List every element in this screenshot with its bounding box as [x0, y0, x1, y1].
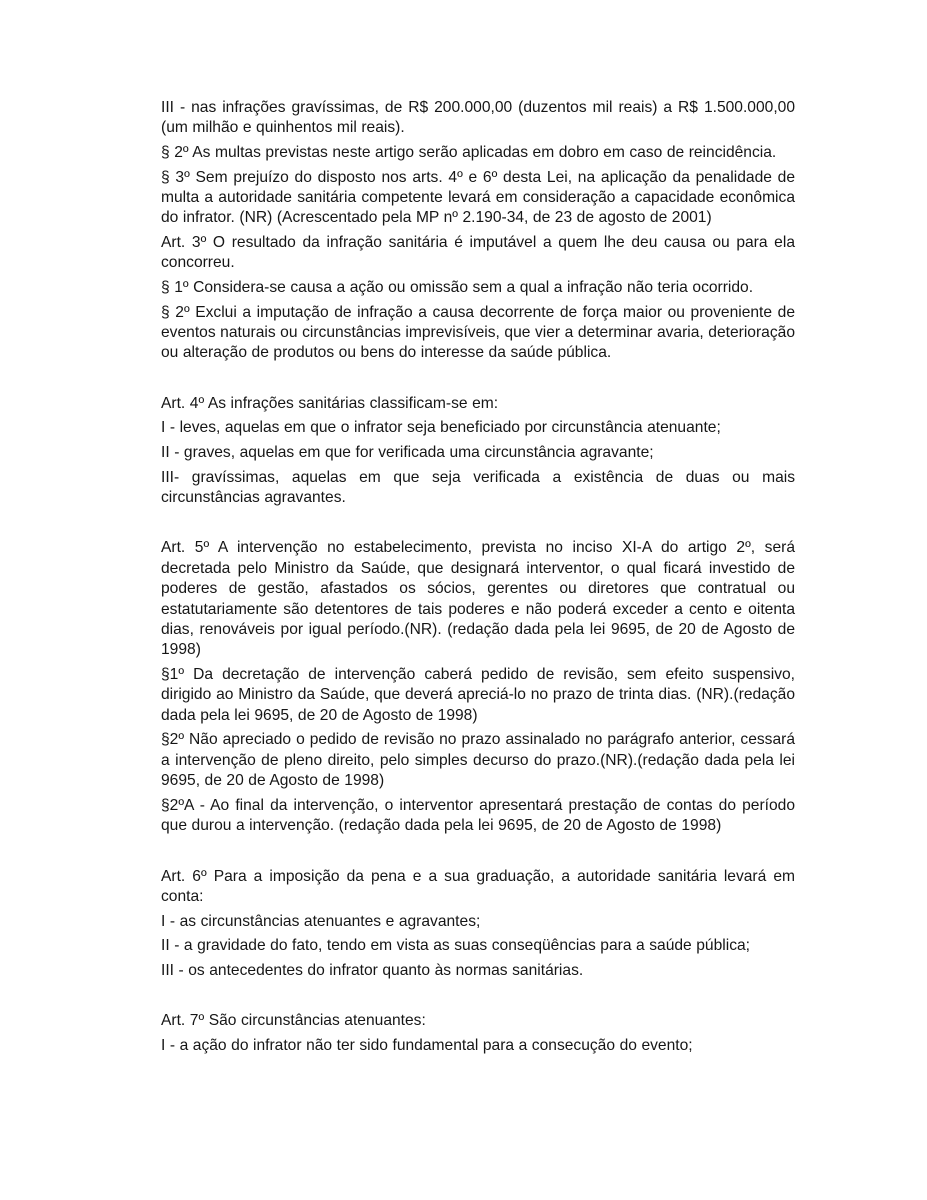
paragraph: Art. 4º As infrações sanitárias classificam-se em: [161, 394, 499, 412]
paragraph: Art. 5º A intervenção no estabelecimento, prevista no inciso XI-A do artigo 2º, será decretada pelo Ministro da Saúde, que designará interventor, o qual ficará investido de poderes de gestão, afastados os sócios, gerentes ou diretores que contratual ou estatutariamente são detentores de tais poderes e não poderá exceder a cento e oitenta dias, renováveis por igual período.(NR). (redação dada pela lei 9695, de 20 de Agosto de 1998) [161, 539, 795, 659]
paragraph: § 2º Exclui a imputação de infração a causa decorrente de força maior ou proveniente de eventos naturais ou circunstâncias imprevisíveis, que vier a determinar avaria, deterioração ou alteração de produtos ou bens do interesse da saúde pública. [161, 303, 795, 362]
paragraph: I - a ação do infrator não ter sido fundamental para a consecução do evento; [161, 1036, 693, 1054]
paragraph: I - leves, aquelas em que o infrator seja beneficiado por circunstância atenuante; [161, 419, 721, 437]
paragraph: III - nas infrações gravíssimas, de R$ 200.000,00 (duzentos mil reais) a R$ 1.500.000,00 (um milhão e quinhentos mil reais). [161, 99, 795, 137]
paragraph: I - as circunstâncias atenuantes e agravantes; [161, 912, 481, 930]
paragraph: Art. 6º Para a imposição da pena e a sua graduação, a autoridade sanitária levará em conta: [161, 867, 795, 906]
paragraph: §1º Da decretação de intervenção caberá pedido de revisão, sem efeito suspensivo, dirigido ao Ministro da Saúde, que deverá apreciá-lo no prazo de trinta dias. (NR).(redação dada pela lei 9695, de 20 de Agosto de 1998) [161, 666, 795, 724]
paragraph: III- gravíssimas, aquelas em que seja verificada a existência de duas ou mais circunstâncias agravantes. [161, 468, 795, 506]
paragraph: §2ºA - Ao final da intervenção, o interventor apresentará prestação de contas do período que durou a intervenção. (redação dada pela lei 9695, de 20 de Agosto de 1998) [161, 796, 795, 835]
paragraph: II - graves, aquelas em que for verificada uma circunstância agravante; [161, 444, 654, 461]
paragraph: § 3º Sem prejuízo do disposto nos arts. 4º e 6º desta Lei, na aplicação da penalidade de multa a autoridade sanitária competente levará em consideração a capacidade econômica do infrator. (NR) (Acrescentado pela MP nº 2.190-34, de 23 de agosto de 2001) [161, 168, 795, 227]
paragraph: Art. 3º O resultado da infração sanitária é imputável a quem lhe deu causa ou para ela concorreu. [161, 234, 795, 272]
document-body [161, 98, 795, 1060]
paragraph: § 1º Considera-se causa a ação ou omissão sem a qual a infração não teria ocorrido. [161, 279, 754, 296]
paragraph: Art. 7º São circunstâncias atenuantes: [161, 1012, 426, 1030]
paragraph: §2º Não apreciado o pedido de revisão no prazo assinalado no parágrafo anterior, cessará a intervenção de pleno direito, pelo simples decurso do prazo.(NR).(redação dada pela lei 9695, de 20 de Agosto de 1998) [161, 731, 795, 790]
paragraph: II - a gravidade do fato, tendo em vista as suas conseqüências para a saúde pública; [161, 937, 750, 955]
paragraph: § 2º As multas previstas neste artigo serão aplicadas em dobro em caso de reincidência. [161, 144, 777, 161]
paragraph: III - os antecedentes do infrator quanto às normas sanitárias. [161, 961, 584, 979]
